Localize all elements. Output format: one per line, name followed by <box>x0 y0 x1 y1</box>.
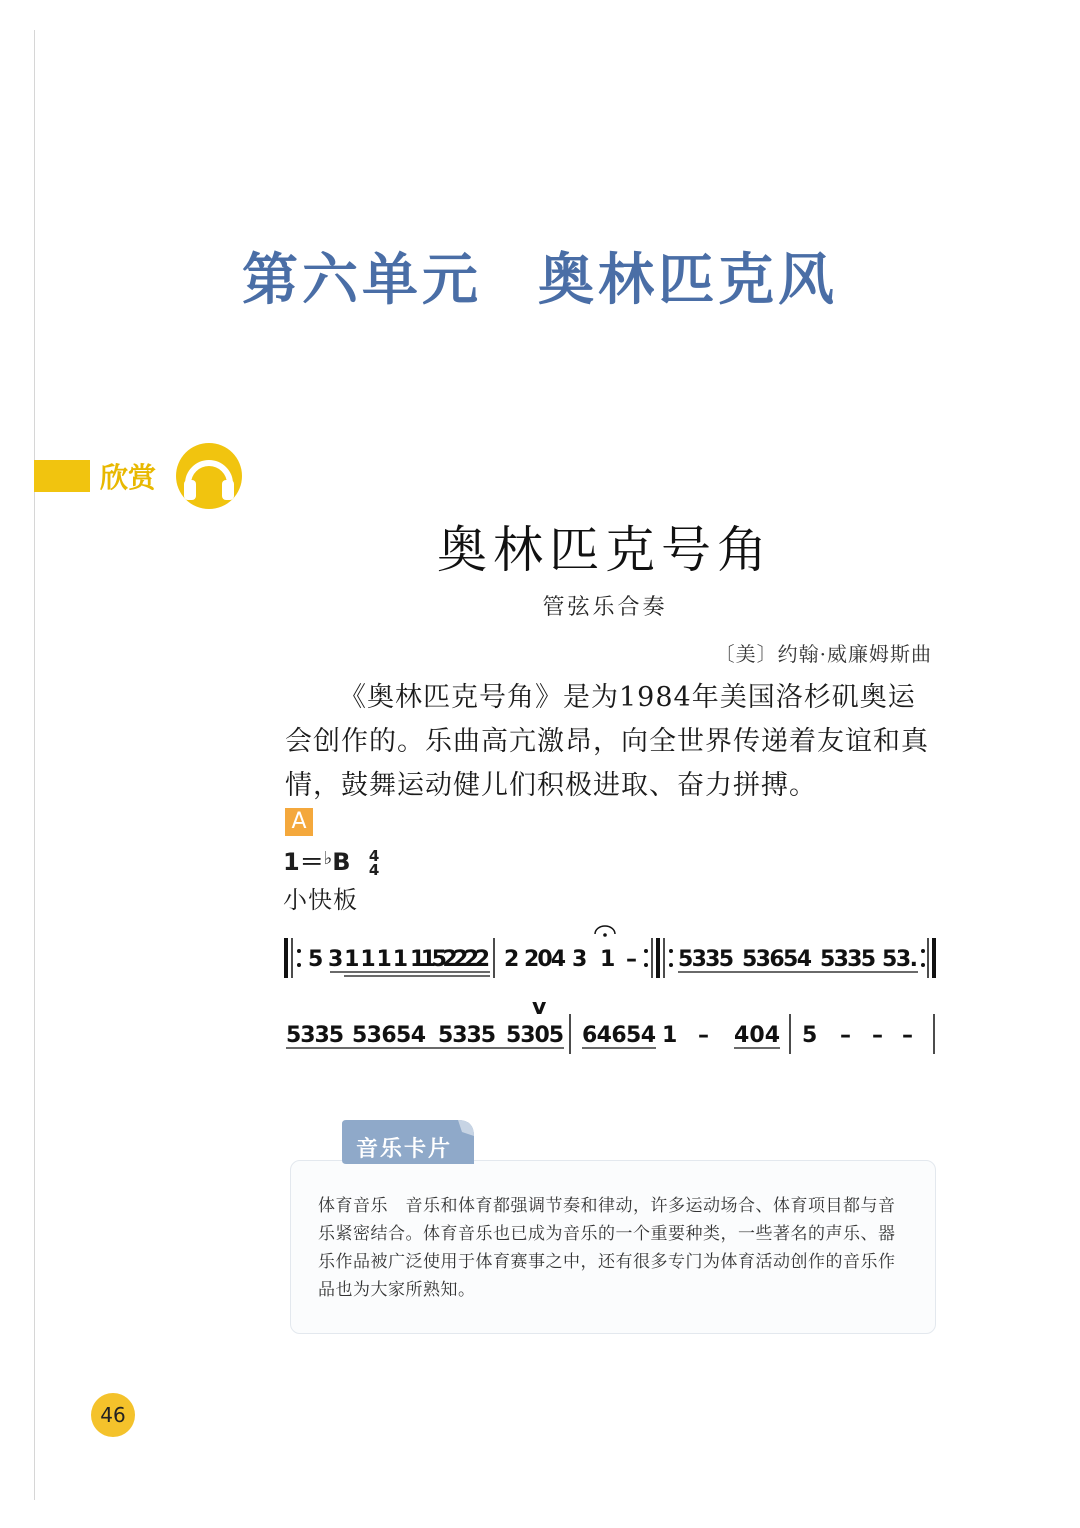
notation-group: 404 <box>734 1023 780 1048</box>
notation-group: 204 <box>524 947 566 972</box>
fermata-dot <box>603 933 607 937</box>
intro-paragraph <box>285 676 940 808</box>
key-label: 1＝ <box>283 848 324 876</box>
notation-group: 53654 <box>352 1023 426 1048</box>
notation-group: – <box>872 1023 883 1048</box>
repeat-end-barline <box>921 938 936 978</box>
notation-group: 64654 <box>582 1023 656 1048</box>
notation-group: 5335 <box>438 1023 496 1048</box>
section-tag <box>34 440 274 512</box>
breath-mark: v <box>532 998 547 1020</box>
notation-group: 1 <box>662 1023 678 1048</box>
section-tag-label: 欣赏 <box>100 461 157 494</box>
music-card-text <box>318 1192 910 1304</box>
fermata-mark <box>595 926 615 934</box>
key-signature <box>283 842 379 877</box>
intro-text: 《奥林匹克号角》是为1984年美国洛杉矶奥运会创作的。乐曲高亢激昂，向全世界传递着友谊和真情，鼓舞运动健儿们积极进取、奋力拼搏。 <box>285 682 929 801</box>
notation-group: 3 <box>572 947 588 972</box>
score-line-2 <box>282 998 938 1078</box>
composer-credit: 〔美〕约翰·威廉姆斯曲 <box>714 642 932 666</box>
flat-sign: ♭ <box>323 848 333 869</box>
notation-group: 5335 <box>820 947 876 972</box>
page-number: 46 <box>91 1393 135 1437</box>
time-signature <box>369 849 379 877</box>
notation-group: 53654 <box>742 947 812 972</box>
notation-group: – <box>902 1023 913 1048</box>
notation-group: 1152222 <box>410 947 490 972</box>
unit-name: 奥林匹克风 <box>538 248 838 313</box>
repeat-barline-double <box>644 938 673 978</box>
key-note: B <box>332 848 351 876</box>
unit-title <box>0 236 1080 316</box>
section-tag-bar <box>34 460 90 492</box>
notation-group: – <box>626 947 637 972</box>
notation-group: – <box>840 1023 851 1048</box>
tempo-marking: 小快板 <box>283 886 358 914</box>
notation-group: 31111 <box>328 947 408 972</box>
notation-group: 5 <box>802 1023 818 1048</box>
section-mark-a: A <box>285 808 313 836</box>
notation-group: 5335 <box>678 947 734 972</box>
time-numerator: 4 <box>368 847 380 865</box>
song-title: 奥林匹克号角 <box>437 521 773 579</box>
notation-group: 53. <box>882 947 918 972</box>
score-line-1 <box>282 920 938 1000</box>
notation-group: 1 <box>600 947 616 972</box>
repeat-start-barline <box>284 938 301 978</box>
notation-group: 5335 <box>286 1023 344 1048</box>
song-subtitle: 管弦乐合奏 <box>542 595 668 620</box>
headphones-icon <box>174 440 244 512</box>
notation-group: 2 <box>504 947 520 972</box>
unit-prefix: 第六单元 <box>242 248 482 313</box>
music-card-paragraph: 体育音乐 音乐和体育都强调节奏和律动，许多运动场合、体育项目都与音乐紧密结合。体育音乐也已成为音乐的一个重要种类，一些著名的声乐、器乐作品被广泛使用于体育赛事之中，还有很多专门为体育活动创作的音乐作品也为大家所熟知。 <box>318 1196 896 1300</box>
notation-group: – <box>698 1023 709 1048</box>
notation-group: 5 <box>308 947 324 972</box>
music-card-title: 音乐卡片 <box>356 1137 453 1162</box>
time-denominator: 4 <box>368 861 380 879</box>
notation-group: 5305 <box>506 1023 564 1048</box>
music-card-tab <box>340 1118 480 1172</box>
